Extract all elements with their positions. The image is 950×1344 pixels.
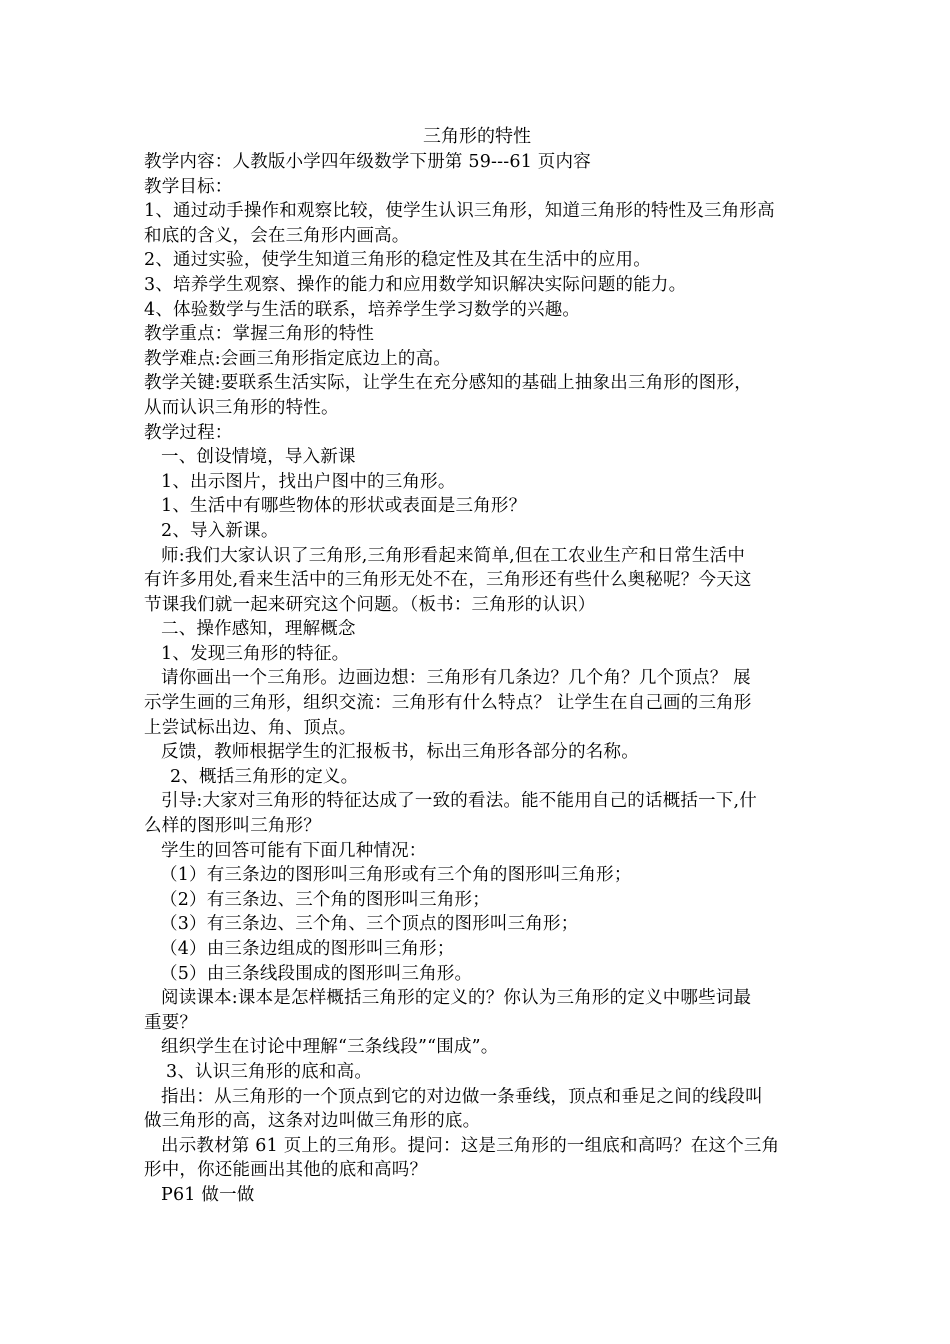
- key-focus-line-2: 从而认识三角形的特性。: [144, 397, 339, 418]
- discussion-line: 组织学生在讨论中理解“三条线段”“围成”。: [161, 1037, 499, 1058]
- teaching-process-heading: 教学过程：: [144, 422, 233, 443]
- key-focus-line-1: 教学关键:要联系生活实际，让学生在充分感知的基础上抽象出三角形的图形，: [144, 373, 752, 394]
- key-point: 教学重点：掌握三角形的特性: [144, 324, 375, 345]
- guide-line-2: 么样的图形叫三角形？: [144, 816, 321, 837]
- goal-4: 4、体验数学与生活的联系，培养学生学习数学的兴趣。: [144, 299, 581, 320]
- student-answers-heading: 学生的回答可能有下面几种情况：: [161, 840, 427, 861]
- document-title: 三角形的特性: [423, 126, 531, 147]
- goal-1-line-2: 和底的含义，会在三角形内画高。: [144, 225, 410, 246]
- section-2-item-2: 2、概括三角形的定义。: [170, 766, 359, 787]
- section-1-heading: 一、创设情境，导入新课: [161, 447, 356, 468]
- read-textbook-line-2: 重要？: [144, 1012, 198, 1033]
- read-textbook-line-1: 阅读课本:课本是怎样概括三角形的定义的？你认为三角形的定义中哪些词最: [161, 988, 752, 1009]
- feedback-line: 反馈，教师根据学生的汇报板书，标出三角形各部分的名称。: [161, 742, 639, 763]
- section-2-item-3: 3、认识三角形的底和高。: [166, 1061, 373, 1082]
- teacher-intro-line-2: 有许多用处,看来生活中的三角形无处不在，三角形还有些什么奥秘呢？今天这: [144, 570, 752, 591]
- teacher-intro-line-1: 师:我们大家认识了三角形,三角形看起来简单,但在工农业生产和日常生活中: [161, 545, 746, 566]
- point-out-line-1: 指出：从三角形的一个顶点到它的对边做一条垂线，顶点和垂足之间的线段叫: [161, 1086, 763, 1107]
- answer-3: （3）有三条边、三个角、三个顶点的图形叫三角形；: [160, 914, 579, 935]
- goal-1-line-1: 1、通过动手操作和观察比较，使学生认识三角形，知道三角形的特性及三角形高: [144, 201, 775, 222]
- teacher-intro-line-3: 节课我们就一起来研究这个问题。（板书：三角形的认识）: [144, 594, 596, 615]
- draw-triangle-line-1: 请你画出一个三角形。边画边想：三角形有几条边？几个角？几个顶点？ 展: [161, 668, 751, 689]
- section-2-item-1: 1、发现三角形的特征。: [161, 643, 350, 664]
- point-out-line-2: 做三角形的高，这条对边叫做三角形的底。: [144, 1111, 481, 1132]
- answer-2: （2）有三条边、三个角的图形叫三角形；: [160, 889, 490, 910]
- answer-5: （5）由三条线段围成的图形叫三角形。: [160, 963, 473, 984]
- answer-4: （4）由三条边组成的图形叫三角形；: [160, 939, 455, 959]
- goal-3: 3、培养学生观察、操作的能力和应用数学知识解决实际问题的能力。: [144, 274, 687, 295]
- guide-line-1: 引导:大家对三角形的特征达成了一致的看法。能不能用自己的话概括一下,什: [161, 791, 757, 812]
- show-textbook-line-2: 形中，你还能画出其他的底和高吗？: [144, 1160, 428, 1181]
- draw-triangle-line-3: 上尝试标出边、角、顶点。: [144, 717, 357, 738]
- teaching-content: 教学内容：人教版小学四年级数学下册第 59---61 页内容: [144, 152, 591, 172]
- section-1-item-3: 2、导入新课。: [161, 520, 279, 541]
- show-textbook-line-1: 出示教材第 61 页上的三角形。提问：这是三角形的一组底和高吗？在这个三角: [161, 1135, 780, 1156]
- answer-1: （1）有三条边的图形叫三角形或有三个角的图形叫三角形；: [160, 865, 632, 886]
- draw-triangle-line-2: 示学生画的三角形，组织交流：三角形有什么特点？ 让学生在自己画的三角形: [144, 693, 752, 714]
- section-1-item-2: 1、生活中有哪些物体的形状或表面是三角形？: [161, 496, 527, 517]
- teaching-goals-heading: 教学目标：: [144, 176, 233, 197]
- document-body: [144, 124, 810, 1208]
- goal-2: 2、通过实验，使学生知道三角形的稳定性及其在生活中的应用。: [144, 250, 651, 271]
- section-1-item-1: 1、出示图片，找出户图中的三角形。: [161, 471, 456, 492]
- section-2-heading: 二、操作感知，理解概念: [161, 619, 356, 640]
- difficult-point: 教学难点:会画三角形指定底边上的高。: [144, 348, 451, 369]
- practice-line: P61 做一做: [161, 1184, 255, 1205]
